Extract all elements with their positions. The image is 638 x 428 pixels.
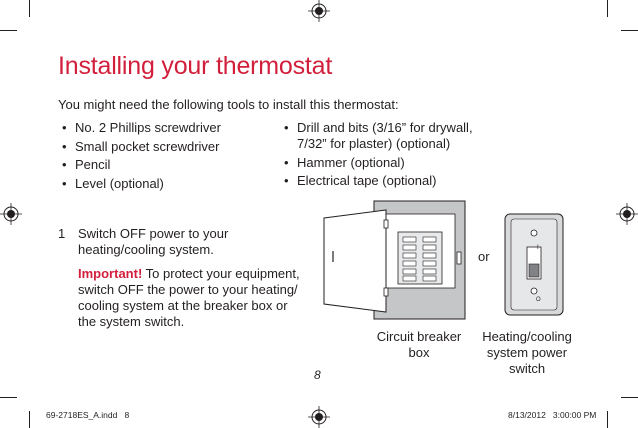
step-number: 1 (58, 226, 66, 241)
page-number: 8 (314, 368, 321, 382)
registration-mark-icon (616, 203, 638, 225)
list-item: • Hammer (optional) (284, 154, 405, 170)
crop-mark (29, 0, 30, 17)
crop-mark (621, 30, 638, 31)
registration-mark-icon (308, 406, 330, 428)
list-item: • Pencil (62, 157, 111, 172)
list-item: • Level (optional) (62, 175, 164, 191)
tools-list-right (281, 120, 521, 192)
important-label: Important! (78, 266, 143, 281)
switch-bottom-mark: O (536, 297, 541, 303)
footer-date: 8/13/2012 3:00:00 PM (508, 410, 597, 420)
step-text: Switch OFF power to your heating/cooling system. (78, 226, 229, 257)
breaker-caption: Circuit breaker box (376, 329, 462, 360)
tools-list-left (59, 120, 279, 194)
switch-caption: Heating/cooling system power switch (482, 329, 572, 376)
step-1 (58, 226, 308, 330)
important-note (78, 266, 308, 330)
page-title: Installing your thermostat (58, 52, 333, 80)
crop-mark (621, 397, 638, 398)
list-item: • Electrical tape (optional) (284, 173, 437, 188)
crop-mark (0, 397, 17, 398)
crop-mark (29, 411, 30, 428)
registration-mark-icon (0, 203, 22, 225)
list-item: • Drill and bits (3/16” for drywall, 7/32” for plaster) (optional) (284, 120, 473, 151)
crop-mark (607, 411, 608, 428)
list-item: • Small pocket screwdriver (62, 138, 220, 154)
important-text: To protect your equipment, switch OFF the power to your heating/ cooling system at the breaker box or the system switch. (78, 266, 300, 329)
footer-file: 69-2718ES_A.indd 8 (46, 410, 130, 420)
switch-top-mark: I (537, 245, 539, 251)
crop-mark (0, 30, 17, 31)
wall-switch-illustration (500, 211, 568, 319)
registration-mark-icon (308, 0, 330, 22)
or-label: or (478, 249, 490, 264)
list-item: • No. 2 Phillips screwdriver (62, 120, 221, 135)
intro-text: You might need the following tools to install this thermostat: (58, 97, 399, 112)
crop-mark (607, 0, 608, 17)
circuit-breaker-box-illustration (320, 198, 470, 326)
